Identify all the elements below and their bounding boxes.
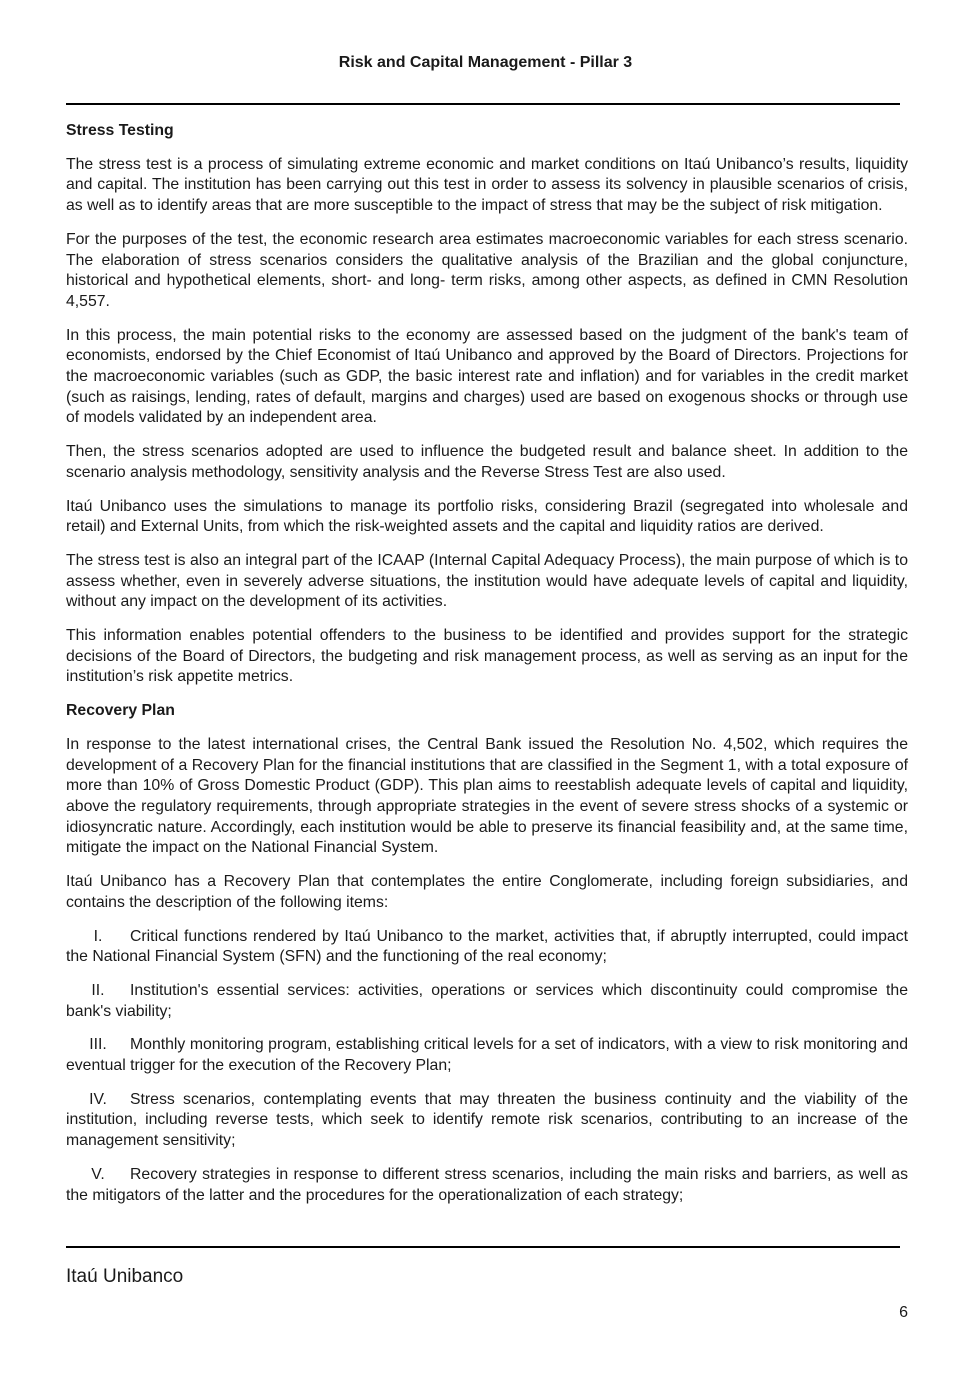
document-body — [66, 121, 908, 1219]
stress-testing-paragraph: The stress test is also an integral part of the ICAAP (Internal Capital Adequacy Process), the main purpose of which is to assess whether, even in severely adverse situations, the institution would have adequate levels of capital and liquidity, without any impact on the development of its activities. — [66, 551, 908, 611]
recovery-plan-list-item — [66, 1090, 908, 1152]
stress-testing-paragraph: Then, the stress scenarios adopted are used to influence the budgeted result and balance sheet. In addition to the scenario analysis methodology, sensitivity analysis and the Reverse Stress Test are also used. — [66, 443, 908, 481]
section-heading-stress-testing: Stress Testing — [66, 122, 174, 139]
recovery-plan-list-item — [66, 1035, 908, 1076]
recovery-plan-list-item — [66, 927, 908, 968]
stress-testing-paragraph: This information enables potential offenders to the business to be identified and provides support for the strategic decisions of the Board of Directors, the budgeting and risk management process, as well as serving as an input for the institution’s risk appetite metrics. — [66, 627, 908, 686]
recovery-plan-list-item — [66, 1165, 908, 1206]
recovery-plan-paragraph: Itaú Unibanco has a Recovery Plan that contemplates the entire Conglomerate, including foreign subsidiaries, and contains the description of the following items: — [66, 873, 908, 911]
page-number: 6 — [899, 1304, 908, 1321]
stress-testing-paragraph: In this process, the main potential risks to the economy are assessed based on the judgment of the bank's team of economists, endorsed by the Chief Economist of Itaú Unibanco and approved by the Board of Directors. Projections for the macroeconomic variables (such as GDP, the basic interest rate and inflation) and for variables in the credit market (such as raisings, lending, rates of default, margins and charges) used are based on exogenous shocks or through use of models validated by an independent area. — [66, 326, 908, 427]
list-item-number: II. — [91, 981, 105, 999]
stress-testing-paragraph: For the purposes of the test, the economic research area estimates macroeconomic variables for each stress scenario. The elaboration of stress scenarios considers the qualitative analysis of the Brazilian and the global conjuncture, historical and hypothetical elements, short- and long- term risks, among other aspects, as defined in CMN Resolution 4,557. — [66, 230, 908, 310]
footer-rule — [66, 1246, 900, 1248]
footer-company-name: Itaú Unibanco — [66, 1266, 184, 1287]
list-item-number: V. — [91, 1165, 105, 1183]
list-item-text: Monthly monitoring program, establishing critical levels for a set of indicators, with a view to risk monitoring and eventual trigger for the execution of the Recovery Plan; — [66, 1036, 908, 1075]
recovery-plan-paragraph: In response to the latest international crises, the Central Bank issued the Resolution No. 4,502, which requires the development of a Recovery Plan for the financial institutions that are classified in the Segment 1, with a total exposure of more than 10% of Gross Domestic Product (GDP). This plan aims to reestablish adequate levels of capital and liquidity, above the regulatory requirements, through appropriate strategies in the event of severe stress shocks of a systemic or idiosyncratic nature. Accordingly, each institution would be able to preserve its financial feasibility and, at the same time, mitigate the impact on the National Financial System. — [66, 735, 908, 857]
recovery-plan-list-item — [66, 981, 908, 1022]
list-item-text: Critical functions rendered by Itaú Unibanco to the market, activities that, if abruptly interrupted, could impact the National Financial System (SFN) and the functioning of the real economy; — [66, 927, 908, 966]
list-item-text: Institution's essential services: activities, operations or services which discontinuity could compromise the bank's viability; — [66, 981, 908, 1020]
page-header-title: Risk and Capital Management - Pillar 3 — [338, 54, 633, 71]
list-item-text: Stress scenarios, contemplating events that may threaten the business continuity and the viability of the institution, including reverse tests, which seek to identify remote risk scenarios, contributing to an increase of the management sensitivity; — [66, 1090, 908, 1150]
list-item-number: I. — [93, 927, 103, 945]
stress-testing-paragraph: Itaú Unibanco uses the simulations to manage its portfolio risks, considering Brazil (segregated into wholesale and retail) and External Units, from which the risk-weighted assets and the capital and liquidity ratios are derived. — [66, 497, 908, 536]
stress-testing-paragraph: The stress test is a process of simulating extreme economic and market conditions on Itaú Unibanco’s results, liquidity and capital. The institution has been carrying out this test in order to assess its solvency in plausible scenarios of crisis, as well as to identify areas that are more susceptible to the impact of stress that may be the subject of risk mitigation. — [66, 155, 908, 215]
list-item-number: III. — [89, 1036, 107, 1054]
list-item-text: Recovery strategies in response to different stress scenarios, including the main risks and barriers, as well as the mitigators of the latter and the procedures for the operationalization of each strategy; — [66, 1165, 908, 1204]
section-heading-recovery-plan: Recovery Plan — [66, 702, 175, 720]
header-rule — [66, 103, 900, 105]
list-item-number: IV. — [89, 1090, 107, 1108]
